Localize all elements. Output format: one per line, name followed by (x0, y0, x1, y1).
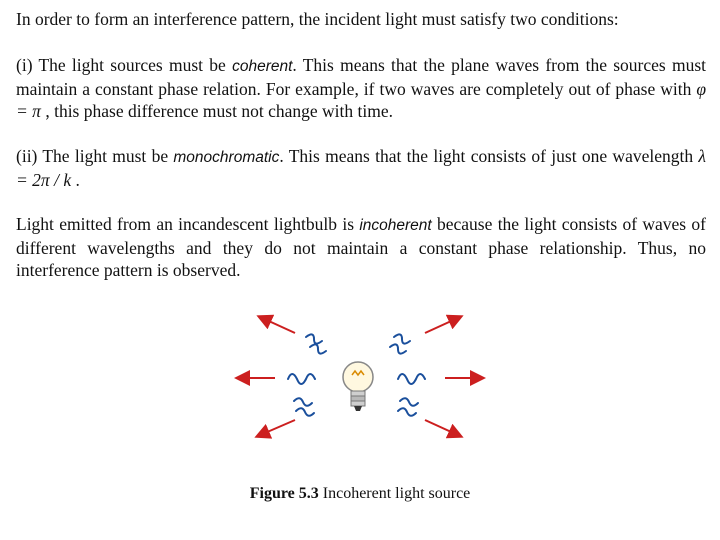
term-monochromatic: monochromatic (173, 149, 280, 166)
cond2-text-a: (ii) The light must be (16, 146, 174, 166)
arrow-lower-right (425, 420, 460, 436)
wavelength-equation: λ = 2π / k (16, 146, 706, 190)
wave-mid-right (398, 374, 425, 384)
arrow-upper-left (260, 317, 295, 333)
arrow-lower-left (258, 420, 295, 436)
cond1-text-a: (i) The light sources must be (16, 55, 233, 75)
figure-caption-text: Incoherent light source (318, 485, 471, 502)
wave-lower-right (398, 398, 418, 416)
arrow-upper-right (425, 317, 460, 333)
figure-caption (0, 485, 720, 503)
incoherent-light-figure (230, 305, 490, 450)
figure-number: Figure 5.3 (249, 485, 319, 502)
condition-monochromatic-paragraph (16, 145, 706, 191)
wave-upper-left (306, 334, 326, 353)
cond2-text-c: . (71, 170, 80, 190)
phase-equation: φ = π (16, 79, 706, 121)
intro-paragraph: In order to form an interference pattern, the incident light must satisfy two conditions: (16, 9, 619, 29)
cond1-text-c: , this phase difference must not change with time. (40, 101, 393, 121)
cond1-text-b: . This means that the plane waves from the sources must maintain a constant phase relation. For example, if two waves are completely out of phase with (16, 55, 707, 99)
condition-coherent-paragraph (16, 54, 706, 122)
term-coherent: coherent (232, 58, 293, 75)
incandescent-paragraph (16, 213, 706, 281)
incoh-text-a: Light emitted from an incandescent lightbulb is (16, 214, 360, 234)
wave-upper-right (390, 334, 410, 353)
figure-svg (230, 305, 490, 450)
term-incoherent: incoherent (359, 217, 432, 234)
cond2-text-b: . This means that the light consists of just one wavelength (279, 146, 699, 166)
wave-lower-left (294, 398, 314, 416)
lightbulb-icon (343, 362, 373, 411)
wave-mid-left (288, 374, 315, 384)
incoh-text-b: because the light consists of waves of different wavelengths and they do not maintain a constant phase relationship. Thus, no interference pattern is observed. (16, 214, 706, 280)
